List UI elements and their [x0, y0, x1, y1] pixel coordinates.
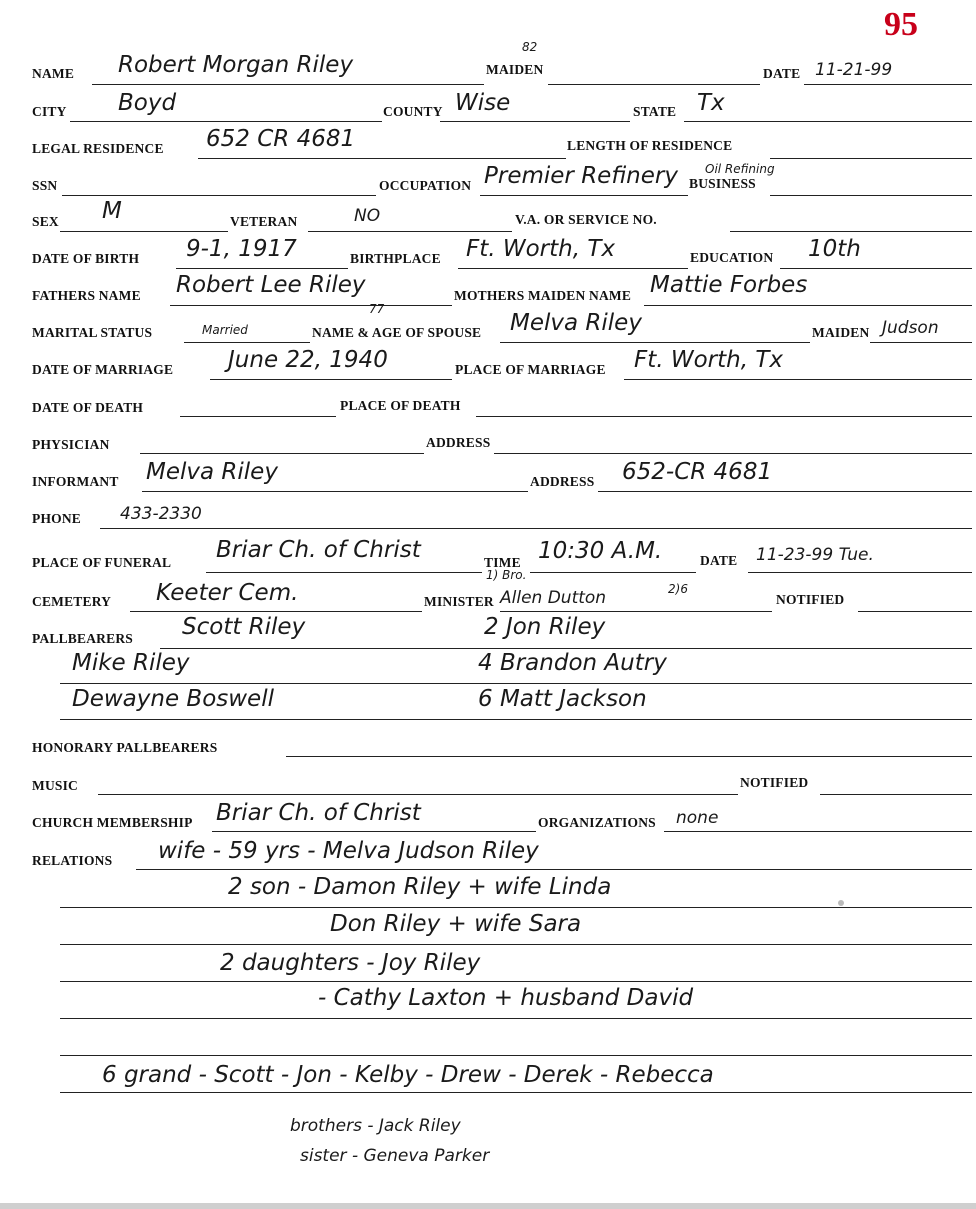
label-maiden: MAIDEN: [486, 62, 544, 77]
label-state: STATE: [633, 104, 677, 119]
line: [60, 1018, 972, 1019]
line: [458, 268, 688, 269]
line: [530, 572, 696, 573]
value-time: 10:30 A.M.: [538, 538, 663, 564]
label-informant-address: ADDRESS: [530, 474, 595, 489]
value-organizations: none: [676, 808, 719, 828]
label-minister: MINISTER: [424, 594, 494, 609]
value-minister-note: 1) Bro.: [486, 568, 527, 582]
line: [858, 611, 972, 612]
label-church-membership: CHURCH MEMBERSHIP: [32, 815, 193, 830]
value-relation-1: wife - 59 yrs - Melva Judson Riley: [158, 838, 539, 864]
line: [62, 195, 376, 196]
value-place-of-marriage: Ft. Worth, Tx: [634, 347, 784, 373]
line: [804, 84, 972, 85]
line: [92, 84, 484, 85]
line: [870, 342, 972, 343]
value-minister-note2: 2)6: [668, 582, 688, 596]
page-bottom-edge: [0, 1203, 976, 1209]
value-spouse-maiden: Judson: [882, 318, 939, 338]
value-relation-3: Don Riley + wife Sara: [330, 911, 582, 937]
label-mothers-maiden-name: MOTHERS MAIDEN NAME: [454, 288, 632, 303]
value-informant-address: 652-CR 4681: [622, 459, 773, 485]
value-county: Wise: [455, 90, 511, 116]
label-date-of-death: DATE OF DEATH: [32, 400, 144, 415]
line: [210, 379, 452, 380]
value-occupation: Premier Refinery: [484, 163, 678, 189]
value-church-membership: Briar Ch. of Christ: [216, 800, 421, 826]
page-number: 95: [884, 6, 918, 43]
line: [60, 231, 228, 232]
label-spouse-maiden: MAIDEN: [812, 325, 870, 340]
line: [730, 231, 972, 232]
value-pallbearer-4: 4 Brandon Autry: [478, 650, 667, 676]
value-relation-4: 2 daughters - Joy Riley: [220, 950, 481, 976]
line: [286, 756, 972, 757]
value-date-of-birth: 9-1, 1917: [186, 236, 297, 262]
value-marital-status: Married: [202, 323, 248, 337]
label-marital-status: MARITAL STATUS: [32, 325, 153, 340]
label-name: NAME: [32, 66, 75, 81]
line: [548, 84, 760, 85]
value-funeral-date: 11-23-99 Tue.: [756, 545, 874, 565]
speck: [838, 900, 844, 906]
label-relations: RELATIONS: [32, 853, 113, 868]
line: [136, 869, 972, 870]
value-pallbearer-3: Mike Riley: [72, 650, 190, 676]
label-legal-residence: LEGAL RESIDENCE: [32, 141, 164, 156]
label-place-of-death: PLACE OF DEATH: [340, 398, 461, 413]
line: [60, 1055, 972, 1056]
line: [170, 305, 452, 306]
line: [440, 121, 630, 122]
value-state: Tx: [697, 90, 725, 116]
label-education: EDUCATION: [690, 250, 774, 265]
label-place-of-marriage: PLACE OF MARRIAGE: [455, 362, 606, 377]
line: [770, 195, 972, 196]
value-birthplace: Ft. Worth, Tx: [466, 236, 616, 262]
line: [70, 121, 382, 122]
value-fathers-name: Robert Lee Riley: [176, 272, 366, 298]
line: [60, 1092, 972, 1093]
value-relation-2: 2 son - Damon Riley + wife Linda: [228, 874, 612, 900]
line: [476, 416, 972, 417]
value-education: 10th: [808, 236, 861, 262]
line: [780, 268, 972, 269]
line: [748, 572, 972, 573]
label-address: ADDRESS: [426, 435, 491, 450]
line: [160, 648, 972, 649]
value-relation-8: sister - Geneva Parker: [300, 1146, 490, 1166]
line: [60, 944, 972, 945]
value-place-of-funeral: Briar Ch. of Christ: [216, 537, 421, 563]
line: [60, 981, 972, 982]
label-veteran: VETERAN: [230, 214, 298, 229]
value-mothers-maiden-name: Mattie Forbes: [650, 272, 808, 298]
line: [176, 268, 348, 269]
value-cemetery: Keeter Cem.: [156, 580, 299, 606]
line: [60, 683, 972, 684]
value-veteran: NO: [354, 206, 381, 226]
value-relation-7: brothers - Jack Riley: [290, 1116, 461, 1136]
value-relation-5: - Cathy Laxton + husband David: [318, 985, 694, 1011]
label-physician: PHYSICIAN: [32, 437, 110, 452]
value-relation-6: 6 grand - Scott - Jon - Kelby - Drew - Derek - Rebecca: [102, 1062, 714, 1088]
label-spouse: NAME & AGE OF SPOUSE: [312, 325, 482, 340]
line: [684, 121, 972, 122]
label-occupation: OCCUPATION: [379, 178, 472, 193]
value-phone: 433-2330: [120, 504, 202, 524]
line: [140, 453, 424, 454]
value-pallbearer-5: Dewayne Boswell: [72, 686, 274, 712]
label-county: COUNTY: [383, 104, 443, 119]
label-date: DATE: [763, 66, 801, 81]
value-business: Oil Refining: [705, 162, 775, 176]
value-pallbearer-2: 2 Jon Riley: [484, 614, 606, 640]
value-minister: Allen Dutton: [500, 588, 607, 608]
label-date-of-marriage: DATE OF MARRIAGE: [32, 362, 174, 377]
line: [212, 831, 536, 832]
label-city: CITY: [32, 104, 67, 119]
label-honorary-pallbearers: HONORARY PALLBEARERS: [32, 740, 218, 755]
label-notified: NOTIFIED: [776, 592, 845, 607]
line: [184, 342, 310, 343]
label-date-of-birth: DATE OF BIRTH: [32, 251, 140, 266]
line: [60, 719, 972, 720]
label-business: BUSINESS: [689, 176, 756, 191]
label-music-notified: NOTIFIED: [740, 775, 809, 790]
value-date: 11-21-99: [815, 60, 893, 80]
line: [500, 342, 810, 343]
line: [598, 491, 972, 492]
line: [820, 794, 972, 795]
value-informant: Melva Riley: [146, 459, 278, 485]
label-sex: SEX: [32, 214, 59, 229]
line: [494, 453, 972, 454]
line: [130, 611, 422, 612]
line: [98, 794, 738, 795]
label-phone: PHONE: [32, 511, 82, 526]
label-pallbearers: PALLBEARERS: [32, 631, 133, 646]
label-length-of-residence: LENGTH OF RESIDENCE: [567, 138, 733, 153]
value-age-note: 82: [522, 40, 538, 54]
line: [500, 611, 772, 612]
line: [644, 305, 972, 306]
value-legal-residence: 652 CR 4681: [206, 126, 356, 152]
line: [480, 195, 688, 196]
label-cemetery: CEMETERY: [32, 594, 112, 609]
label-fathers-name: FATHERS NAME: [32, 288, 141, 303]
line: [142, 491, 528, 492]
line: [624, 379, 972, 380]
value-name: Robert Morgan Riley: [118, 52, 354, 78]
value-pallbearer-1: Scott Riley: [182, 614, 306, 640]
value-pallbearer-6: 6 Matt Jackson: [478, 686, 647, 712]
value-city: Boyd: [118, 90, 177, 116]
line: [198, 158, 566, 159]
label-informant: INFORMANT: [32, 474, 119, 489]
label-birthplace: BIRTHPLACE: [350, 251, 441, 266]
line: [664, 831, 972, 832]
label-place-of-funeral: PLACE OF FUNERAL: [32, 555, 172, 570]
label-ssn: SSN: [32, 178, 58, 193]
line: [180, 416, 336, 417]
line: [206, 572, 482, 573]
line: [308, 231, 512, 232]
label-time: TIME: [484, 555, 521, 570]
value-date-of-marriage: June 22, 1940: [228, 347, 388, 373]
value-sex: M: [102, 198, 122, 224]
value-spouse: Melva Riley: [510, 310, 642, 336]
label-va-no: V.A. OR SERVICE NO.: [515, 212, 657, 227]
label-music: MUSIC: [32, 778, 79, 793]
value-spouse-age: 77: [369, 302, 385, 316]
line: [100, 528, 972, 529]
label-funeral-date: DATE: [700, 553, 738, 568]
line: [770, 158, 972, 159]
line: [60, 907, 972, 908]
label-organizations: ORGANIZATIONS: [538, 815, 656, 830]
